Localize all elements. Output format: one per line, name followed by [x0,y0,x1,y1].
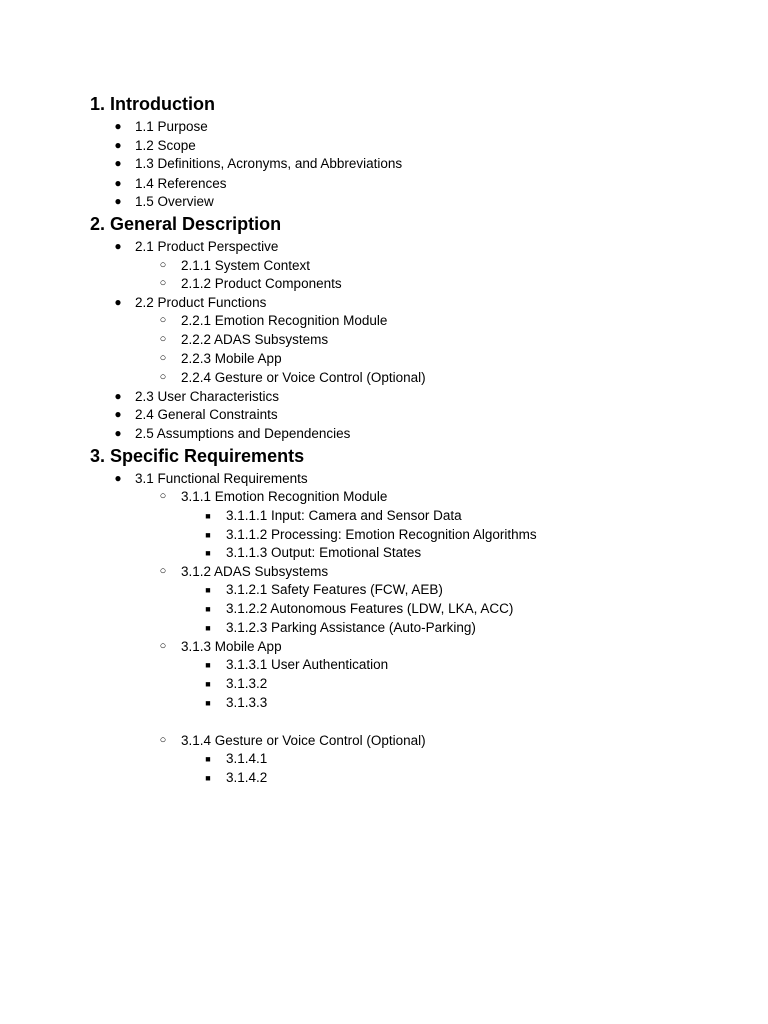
item-label: 3.1.4.1 [226,751,268,766]
bullet-square: ■ [205,604,211,614]
bullet-square: ■ [205,548,211,558]
list-item [205,526,537,543]
list-item [114,425,351,442]
list-item [114,238,279,255]
list-item [205,507,462,524]
bullet-dot: ● [114,176,122,190]
bullet-dot: ● [114,407,122,421]
bullet-dot: ● [114,119,122,133]
bullet-circle: ○ [159,352,167,364]
item-label: 3.1.2.2 Autonomous Features (LDW, LKA, ACC) [226,601,514,616]
item-label: 2.1 Product Perspective [135,239,279,254]
item-label: 3.1.1.1 Input: Camera and Sensor Data [226,508,462,523]
bullet-dot: ● [114,239,122,253]
item-label: 3.1.3.2 [226,676,268,691]
item-label: 2.1.1 System Context [181,258,311,273]
list-item [205,581,443,598]
bullet-circle: ○ [159,277,167,289]
list-item [159,350,282,367]
bullet-dot: ● [114,471,122,485]
list-item [159,331,329,348]
item-label: 1.1 Purpose [135,119,208,134]
bullet-square: ■ [205,585,211,595]
item-label: 3.1.2.3 Parking Assistance (Auto-Parking) [226,620,476,635]
bullet-dot: ● [114,138,122,152]
item-label: 3.1 Functional Requirements [135,471,308,486]
item-label: 3.1.1 Emotion Recognition Module [181,489,388,504]
item-label: 2.5 Assumptions and Dependencies [135,426,351,441]
item-label: 3.1.2.1 Safety Features (FCW, AEB) [226,582,443,597]
item-label: 1.2 Scope [135,138,196,153]
list-item [114,118,208,135]
bullet-circle: ○ [159,565,167,577]
list-item [159,275,342,292]
bullet-circle: ○ [159,259,167,271]
item-label: 2.2.2 ADAS Subsystems [181,332,329,347]
item-label: 2.1.2 Product Components [181,276,342,291]
item-label: 3.1.1.2 Processing: Emotion Recognition Algorithms [226,527,537,542]
bullet-circle: ○ [159,371,167,383]
list-item [159,369,426,386]
bullet-square: ■ [205,660,211,670]
item-label: 2.2.3 Mobile App [181,351,282,366]
item-label: 1.5 Overview [135,194,214,209]
item-label: 1.3 Definitions, Acronyms, and Abbreviations [135,156,403,171]
item-label: 2.2 Product Functions [135,295,267,310]
list-item [114,193,214,210]
list-item [205,656,389,673]
list-item [159,732,426,749]
item-label: 3.1.3 Mobile App [181,639,282,654]
list-item [114,388,280,405]
item-label: 3.1.4 Gesture or Voice Control (Optional) [181,733,426,748]
item-label: 2.4 General Constraints [135,407,278,422]
list-item [205,619,476,636]
list-item [114,137,196,154]
item-label: 1.4 References [135,176,227,191]
list-item [114,470,308,487]
list-item [159,563,329,580]
item-label: 3.1.4.2 [226,770,268,785]
bullet-circle: ○ [159,314,167,326]
list-item [205,600,514,617]
list-item [159,638,282,655]
bullet-square: ■ [205,511,211,521]
bullet-dot: ● [114,194,122,208]
item-label: 3.1.1.3 Output: Emotional States [226,545,422,560]
item-label: 2.2.1 Emotion Recognition Module [181,313,388,328]
bullet-square: ■ [205,698,211,708]
bullet-dot: ● [114,389,122,403]
list-item [114,294,267,311]
bullet-dot: ● [114,156,122,170]
item-label: 2.3 User Characteristics [135,389,280,404]
list-item [159,257,311,274]
bullet-circle: ○ [159,490,167,502]
item-label: 2.2.4 Gesture or Voice Control (Optional) [181,370,426,385]
bullet-square: ■ [205,773,211,783]
heading-introduction: 1. Introduction [90,94,215,114]
list-item [159,488,388,505]
item-label: 3.1.2 ADAS Subsystems [181,564,329,579]
item-label: 3.1.3.3 [226,695,268,710]
bullet-circle: ○ [159,734,167,746]
bullet-square: ■ [205,679,211,689]
list-item [205,769,268,786]
item-label: 3.1.3.1 User Authentication [226,657,389,672]
bullet-square: ■ [205,754,211,764]
list-item [159,312,388,329]
bullet-dot: ● [114,426,122,440]
bullet-circle: ○ [159,333,167,345]
heading-general-description: 2. General Description [90,214,282,234]
list-item [114,406,278,423]
list-item [205,750,268,767]
list-item [205,544,422,561]
heading-specific-requirements: 3. Specific Requirements [90,446,305,466]
bullet-square: ■ [205,623,211,633]
bullet-dot: ● [114,295,122,309]
list-item [205,675,268,692]
list-item [114,155,403,172]
bullet-square: ■ [205,530,211,540]
list-item [114,175,227,192]
list-item [205,694,268,711]
bullet-circle: ○ [159,640,167,652]
